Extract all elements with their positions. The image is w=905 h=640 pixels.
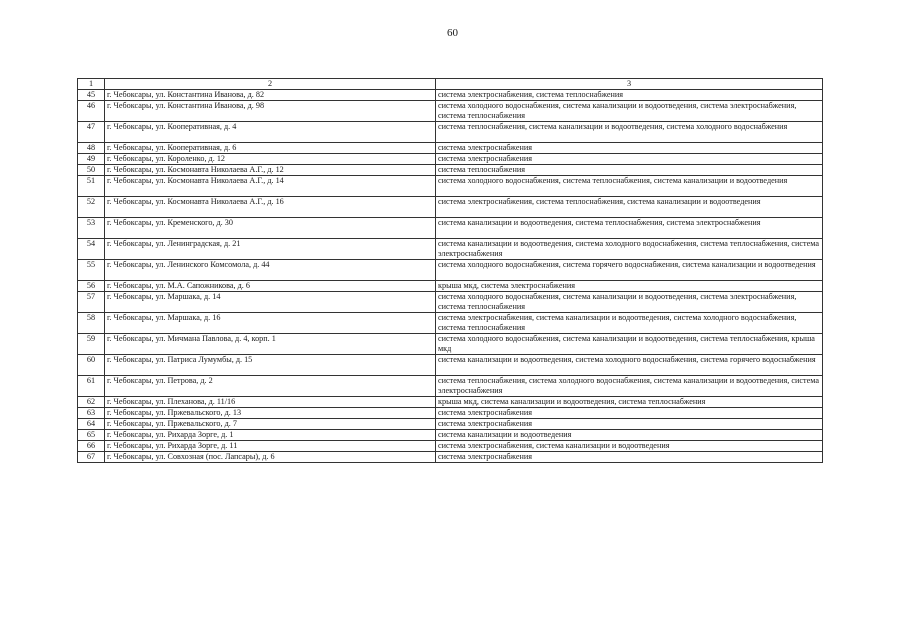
row-systems: система электроснабжения [436, 154, 823, 165]
table-row [78, 101, 823, 122]
row-address: г. Чебоксары, ул. Ленинского Комсомола, д. 44 [105, 260, 436, 281]
row-systems: система электроснабжения [436, 419, 823, 430]
row-address: г. Чебоксары, ул. Кооперативная, д. 4 [105, 122, 436, 143]
row-address: г. Чебоксары, ул. Петрова, д. 2 [105, 376, 436, 397]
row-systems: система теплоснабжения, система холодного водоснабжения, система канализации и водоотведения, система электроснабжения [436, 376, 823, 397]
row-number: 48 [78, 143, 105, 154]
row-address: г. Чебоксары, ул. М.А. Сапожникова, д. 6 [105, 281, 436, 292]
row-systems: крыша мкд, система электроснабжения [436, 281, 823, 292]
table-row [78, 176, 823, 197]
table-row [78, 122, 823, 143]
row-address: г. Чебоксары, ул. Рихарда Зорге, д. 11 [105, 441, 436, 452]
row-number: 59 [78, 334, 105, 355]
table-row [78, 281, 823, 292]
row-number: 57 [78, 292, 105, 313]
row-address: г. Чебоксары, ул. Маршака, д. 16 [105, 313, 436, 334]
row-systems: система электроснабжения, система канализации и водоотведения, система холодного водоснабжения, система теплоснабжения [436, 313, 823, 334]
row-systems: система холодного водоснабжения, система канализации и водоотведения, система электроснабжения, система теплоснабжения [436, 101, 823, 122]
row-systems: система электроснабжения, система теплоснабжения, система канализации и водоотведения [436, 197, 823, 218]
row-address: г. Чебоксары, ул. Пржевальского, д. 13 [105, 408, 436, 419]
table-row [78, 355, 823, 376]
table-row [78, 218, 823, 239]
row-number: 65 [78, 430, 105, 441]
row-number: 60 [78, 355, 105, 376]
buildings-table [77, 78, 823, 463]
column-header-address: 2 [105, 79, 436, 90]
row-systems: система электроснабжения [436, 452, 823, 463]
row-address: г. Чебоксары, ул. Космонавта Николаева А.Г., д. 14 [105, 176, 436, 197]
row-address: г. Чебоксары, ул. Космонавта Николаева А.Г., д. 16 [105, 197, 436, 218]
column-header-number: 1 [78, 79, 105, 90]
row-number: 64 [78, 419, 105, 430]
row-number: 61 [78, 376, 105, 397]
row-address: г. Чебоксары, ул. Кременского, д. 30 [105, 218, 436, 239]
row-systems: система электроснабжения, система канализации и водоотведения [436, 441, 823, 452]
row-number: 58 [78, 313, 105, 334]
row-address: г. Чебоксары, ул. Короленко, д. 12 [105, 154, 436, 165]
row-number: 55 [78, 260, 105, 281]
table-header-row [78, 79, 823, 90]
row-systems: система канализации и водоотведения [436, 430, 823, 441]
row-number: 53 [78, 218, 105, 239]
row-address: г. Чебоксары, ул. Плеханова, д. 11/16 [105, 397, 436, 408]
row-number: 50 [78, 165, 105, 176]
row-number: 46 [78, 101, 105, 122]
row-number: 67 [78, 452, 105, 463]
row-address: г. Чебоксары, ул. Маршака, д. 14 [105, 292, 436, 313]
table-row [78, 452, 823, 463]
table-row [78, 239, 823, 260]
table-row [78, 313, 823, 334]
table-row [78, 419, 823, 430]
row-address: г. Чебоксары, ул. Кооперативная, д. 6 [105, 143, 436, 154]
table-row [78, 376, 823, 397]
row-number: 56 [78, 281, 105, 292]
row-number: 45 [78, 90, 105, 101]
table-row [78, 334, 823, 355]
row-number: 49 [78, 154, 105, 165]
row-systems: крыша мкд, система канализации и водоотведения, система теплоснабжения [436, 397, 823, 408]
table-row [78, 165, 823, 176]
row-systems: система электроснабжения, система теплоснабжения [436, 90, 823, 101]
row-systems: система холодного водоснабжения, система канализации и водоотведения, система электроснабжения, система теплоснабжения [436, 292, 823, 313]
table-row [78, 408, 823, 419]
row-address: г. Чебоксары, ул. Рихарда Зорге, д. 1 [105, 430, 436, 441]
row-systems: система электроснабжения [436, 408, 823, 419]
row-systems: система электроснабжения [436, 143, 823, 154]
row-address: г. Чебоксары, ул. Константина Иванова, д. 98 [105, 101, 436, 122]
row-address: г. Чебоксары, ул. Патриса Лумумбы, д. 15 [105, 355, 436, 376]
table-row [78, 441, 823, 452]
table-row [78, 292, 823, 313]
table-row [78, 430, 823, 441]
row-systems: система канализации и водоотведения, система теплоснабжения, система электроснабжения [436, 218, 823, 239]
table-row [78, 197, 823, 218]
row-number: 52 [78, 197, 105, 218]
row-address: г. Чебоксары, ул. Мичмана Павлова, д. 4, корп. 1 [105, 334, 436, 355]
row-systems: система канализации и водоотведения, система холодного водоснабжения, система горячего водоснабжения [436, 355, 823, 376]
row-address: г. Чебоксары, ул. Космонавта Николаева А.Г., д. 12 [105, 165, 436, 176]
row-systems: система теплоснабжения [436, 165, 823, 176]
table-row [78, 143, 823, 154]
table-row [78, 90, 823, 101]
row-number: 62 [78, 397, 105, 408]
row-number: 66 [78, 441, 105, 452]
table-row [78, 397, 823, 408]
row-systems: система холодного водоснабжения, система горячего водоснабжения, система канализации и водоотведения [436, 260, 823, 281]
row-systems: система теплоснабжения, система канализации и водоотведения, система холодного водоснабжения [436, 122, 823, 143]
page-number: 60 [447, 27, 458, 39]
row-address: г. Чебоксары, ул. Константина Иванова, д. 82 [105, 90, 436, 101]
row-number: 54 [78, 239, 105, 260]
row-address: г. Чебоксары, ул. Ленинградская, д. 21 [105, 239, 436, 260]
row-number: 63 [78, 408, 105, 419]
row-number: 51 [78, 176, 105, 197]
column-header-systems: 3 [436, 79, 823, 90]
table-row [78, 260, 823, 281]
row-address: г. Чебоксары, ул. Совхозная (пос. Лапсары), д. 6 [105, 452, 436, 463]
table-row [78, 154, 823, 165]
table-body [78, 90, 823, 463]
row-address: г. Чебоксары, ул. Пржевальского, д. 7 [105, 419, 436, 430]
row-number: 47 [78, 122, 105, 143]
row-systems: система холодного водоснабжения, система теплоснабжения, система канализации и водоотведения [436, 176, 823, 197]
row-systems: система канализации и водоотведения, система холодного водоснабжения, система теплоснабжения, система электроснабжения [436, 239, 823, 260]
row-systems: система холодного водоснабжения, система канализации и водоотведения, система теплоснабжения, крыша мкд [436, 334, 823, 355]
